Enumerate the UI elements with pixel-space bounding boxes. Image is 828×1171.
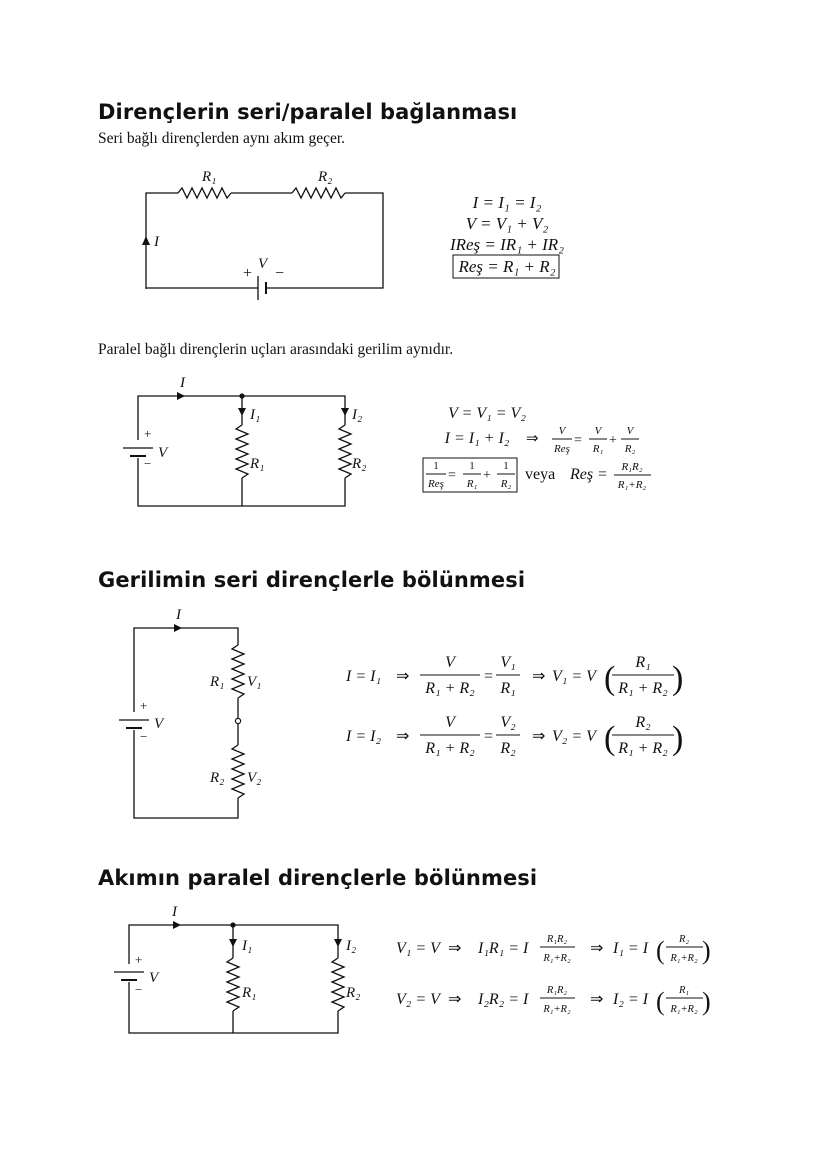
- eq-current: I = I₁ = I₂: [472, 193, 542, 212]
- eq-ir: IReş = IR₁ + IR₂: [449, 235, 565, 254]
- frac-numerator: 1: [433, 460, 439, 472]
- resistor-r1-zigzag: [227, 958, 239, 1011]
- svg-text:(: (: [656, 936, 665, 965]
- implies-arrow: ⇒: [526, 431, 539, 447]
- frac-numerator: V: [445, 654, 455, 671]
- frac-denominator: R₁ + R₂: [425, 680, 475, 697]
- frac-numerator: V: [626, 425, 634, 437]
- eq-result: V₁ = V: [552, 668, 596, 685]
- voltage-label: V: [154, 716, 164, 732]
- svg-text:=: =: [448, 468, 456, 483]
- svg-text:+: +: [609, 433, 617, 448]
- current-label: I: [176, 607, 181, 623]
- parallel-voltage-text: Paralel bağlı dirençlerin uçları arasındaki gerilim aynıdır.: [98, 341, 454, 358]
- frac-numerator: R₁R₂: [546, 985, 568, 996]
- r1-label: R₁: [210, 674, 225, 690]
- frac-numerator: V: [445, 714, 455, 731]
- current-label: I: [172, 904, 177, 920]
- frac-denominator: Reş: [428, 478, 444, 490]
- eq-mid: I₁R₁ = I: [478, 940, 529, 957]
- svg-text:): ): [672, 660, 684, 697]
- frac-denominator: R₁+R₂: [543, 953, 571, 964]
- frac-denominator: R₂: [624, 443, 636, 455]
- section-heading-voltage-divider: Gerilimin seri dirençlerle bölünmesi: [98, 568, 526, 592]
- frac-denominator: R₁+R₂: [670, 953, 698, 964]
- svg-text:): ): [702, 936, 711, 965]
- frac-denominator: R₁: [500, 680, 516, 697]
- frac-denominator: R₁: [592, 443, 604, 455]
- r2-label: R₂: [352, 456, 367, 472]
- current-label: I: [154, 234, 159, 250]
- frac-numerator: R₂: [678, 934, 690, 945]
- plus-sign: +: [144, 426, 152, 441]
- frac-denominator: R₁ + R₂: [425, 740, 475, 757]
- section-heading-current-divider: Akımın paralel dirençlerle bölünmesi: [98, 866, 538, 890]
- frac-numerator: V₂: [500, 714, 516, 731]
- section-heading-series-parallel: Dirençlerin seri/paralel bağlanması: [98, 100, 518, 124]
- eq-lhs: V₁ = V: [396, 940, 440, 957]
- svg-text:): ): [702, 987, 711, 1016]
- eq-voltage: V = V₁ + V₂: [465, 214, 549, 233]
- frac-denominator: R₂: [500, 740, 516, 757]
- r2-label: R₂: [210, 770, 225, 786]
- eq-equivalent: Reş = R₁ + R₂: [458, 257, 556, 276]
- v1-label: V₁: [247, 674, 262, 690]
- eq-mid: I₂R₂ = I: [478, 991, 529, 1008]
- frac-numerator: 1: [469, 460, 475, 472]
- svg-text:⇒: ⇒: [396, 668, 410, 685]
- svg-text:(: (: [656, 987, 665, 1016]
- svg-text:(: (: [604, 660, 616, 697]
- v2-label: V₂: [247, 770, 262, 786]
- frac-numerator: 1: [503, 460, 509, 472]
- current-arrow-i2: [334, 939, 342, 947]
- svg-text:=: =: [484, 728, 494, 745]
- veya-word: veya: [525, 466, 556, 483]
- res-label: Reş: [570, 466, 594, 483]
- svg-text:⇒: ⇒: [448, 940, 462, 957]
- resistor-r2-zigzag: [332, 958, 344, 1011]
- series-current-text: Seri bağlı dirençlerden aynı akım geçer.: [98, 130, 346, 147]
- minus-sign: −: [144, 456, 152, 471]
- svg-text:⇒: ⇒: [532, 728, 546, 745]
- eq-current-parallel: I = I₁ + I₂: [444, 430, 510, 447]
- i2-label: I₂: [346, 938, 357, 954]
- r1-label: R₁: [250, 456, 265, 472]
- svg-text:(: (: [604, 720, 616, 757]
- svg-text:⇒: ⇒: [590, 940, 604, 957]
- r1-label: R₁: [202, 169, 217, 185]
- eq-result: I₁ = I: [613, 940, 649, 957]
- current-arrow: [173, 921, 181, 929]
- eq-result: V₂ = V: [552, 728, 596, 745]
- junction-dot: [230, 922, 235, 927]
- current-arrow-i1: [229, 939, 237, 947]
- frac-denominator: R₁+R₂: [670, 1004, 698, 1015]
- frac-denominator: Reş: [554, 443, 570, 455]
- eq-voltage-parallel: V = V₁ = V₂: [448, 405, 526, 422]
- frac-denominator: R₁ + R₂: [618, 740, 668, 757]
- frac-numerator: R₁R₂: [546, 934, 568, 945]
- frac-numerator: R₁R₂: [621, 461, 643, 473]
- svg-text:): ): [672, 720, 684, 757]
- svg-text:=: =: [574, 433, 582, 448]
- svg-text:⇒: ⇒: [396, 728, 410, 745]
- r2-label: R₂: [318, 169, 333, 185]
- frac-numerator: V: [558, 425, 566, 437]
- minus-sign: −: [275, 265, 285, 282]
- frac-numerator: R₁: [678, 985, 690, 996]
- eq-result: I₂ = I: [613, 991, 649, 1008]
- voltage-label: V: [158, 445, 168, 461]
- frac-denominator: R₁+R₂: [617, 479, 647, 491]
- plus-sign: +: [140, 698, 148, 713]
- frac-denominator: R₁ + R₂: [618, 680, 668, 697]
- r1-label: R₁: [242, 985, 257, 1001]
- frac-numerator: R₂: [635, 714, 651, 731]
- eq-lhs: V₂ = V: [396, 991, 440, 1008]
- r2-label: R₂: [346, 985, 361, 1001]
- frac-denominator: R₂: [500, 478, 512, 490]
- eq-lhs: I = I₁: [346, 668, 382, 685]
- svg-text:⇒: ⇒: [590, 991, 604, 1008]
- svg-text:⇒: ⇒: [532, 668, 546, 685]
- frac-numerator: V: [594, 425, 602, 437]
- svg-text:⇒: ⇒: [448, 991, 462, 1008]
- minus-sign: −: [140, 729, 148, 744]
- plus-sign: +: [243, 265, 253, 282]
- i2-label: I₂: [352, 407, 363, 423]
- minus-sign: −: [135, 982, 143, 997]
- frac-denominator: R₁: [466, 478, 478, 490]
- frac-denominator: R₁+R₂: [543, 1004, 571, 1015]
- svg-text:+: +: [483, 468, 491, 483]
- current-label: I: [180, 375, 185, 391]
- voltage-label: V: [149, 970, 159, 986]
- voltage-label: V: [258, 256, 268, 272]
- plus-sign: +: [135, 952, 143, 967]
- i1-label: I₁: [250, 407, 261, 423]
- eq-lhs: I = I₂: [346, 728, 382, 745]
- svg-text:=: =: [598, 466, 608, 483]
- frac-numerator: R₁: [635, 654, 651, 671]
- i1-label: I₁: [242, 938, 253, 954]
- frac-numerator: V₁: [500, 654, 516, 671]
- svg-text:=: =: [484, 668, 494, 685]
